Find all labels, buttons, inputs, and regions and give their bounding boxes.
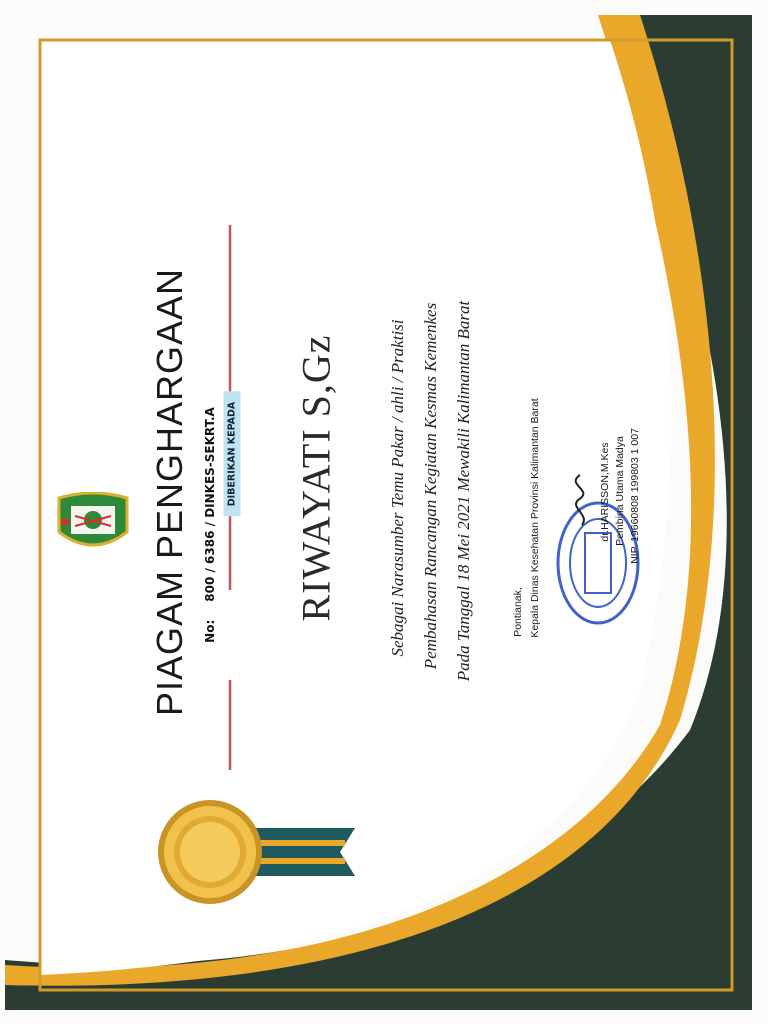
signature-mark xyxy=(560,470,600,530)
recipient-name: RIWAYATI S,Gz xyxy=(293,334,339,622)
number-label: No: xyxy=(203,619,217,643)
certificate-number xyxy=(203,407,217,643)
signer-rank: Pembina Utama Madya xyxy=(614,436,626,546)
awarded-to-badge: DIBERIKAN KEPADA xyxy=(224,392,241,517)
number-value: 800 / 6386 / DINKES-SEKRT.A xyxy=(203,407,217,602)
signature-place: Pontianak, xyxy=(512,587,524,637)
gold-medal-icon xyxy=(150,800,360,910)
province-emblem-icon xyxy=(55,492,131,554)
description-line-3: Pada Tanggal 18 Mei 2021 Mewakili Kalimantan Barat xyxy=(454,300,473,682)
signer-name: dr.HARISSON,M.Kes xyxy=(599,442,611,542)
description-line-1: Sebagai Narasumber Temu Pakar / ahli / Praktisi xyxy=(388,319,407,657)
certificate-title: PIAGAM PENGHARGAAN xyxy=(149,267,190,717)
signature-position: Kepala Dinas Kesehatan Provinsi Kalimantan Barat xyxy=(529,398,541,638)
signer-nip: NIP. 19660808 199803 1 007 xyxy=(629,428,641,564)
description-line-2: Pembahasan Rancangan Kegiatan Kesmas Kemenkes xyxy=(421,302,440,670)
ribbon-icon xyxy=(250,828,355,876)
